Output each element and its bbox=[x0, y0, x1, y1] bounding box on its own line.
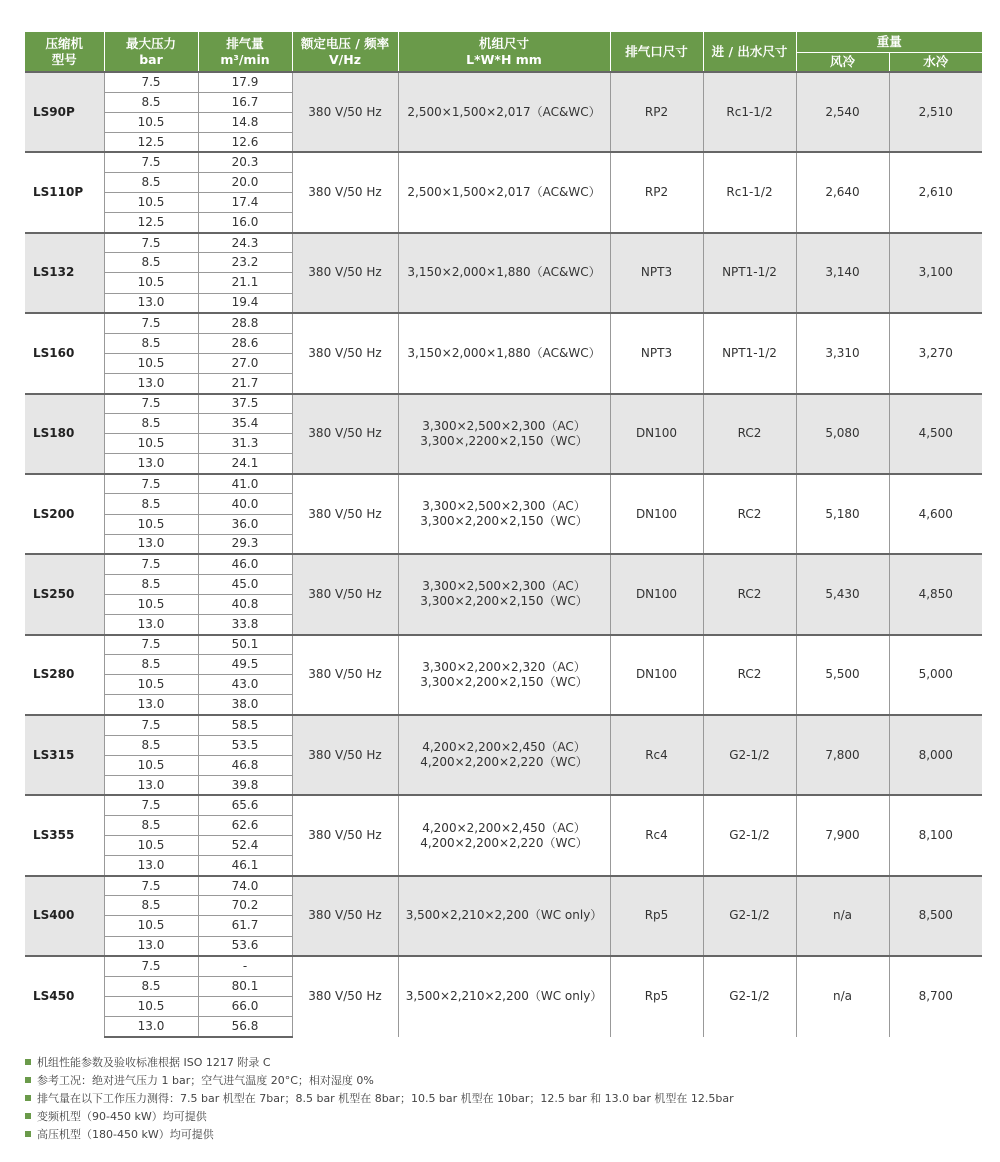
weight-air-cell: 7,900 bbox=[796, 795, 889, 875]
flow-cell: 46.8 bbox=[198, 755, 292, 775]
flow-cell: 24.1 bbox=[198, 454, 292, 474]
dimensions-cell bbox=[398, 554, 610, 634]
pressure-cell: 7.5 bbox=[104, 554, 198, 574]
flow-cell: 35.4 bbox=[198, 414, 292, 434]
pressure-cell: 13.0 bbox=[104, 936, 198, 956]
outlet-cell: Rc4 bbox=[610, 795, 703, 875]
dimension-line: 4,200×2,200×2,450（AC） bbox=[422, 820, 586, 835]
pressure-cell: 10.5 bbox=[104, 112, 198, 132]
table-row bbox=[25, 313, 982, 333]
flow-cell: 27.0 bbox=[198, 353, 292, 373]
water-connection-cell: G2-1/2 bbox=[703, 956, 796, 1036]
weight-air-cell: n/a bbox=[796, 876, 889, 956]
spec-table bbox=[25, 32, 982, 1038]
voltage-cell: 380 V/50 Hz bbox=[292, 554, 398, 634]
flow-cell: 28.6 bbox=[198, 333, 292, 353]
flow-cell: 16.7 bbox=[198, 92, 292, 112]
pressure-cell: 7.5 bbox=[104, 635, 198, 655]
header-voltage: 额定电压 / 频率 V/Hz bbox=[292, 32, 398, 72]
pressure-cell: 8.5 bbox=[104, 815, 198, 835]
flow-cell: 31.3 bbox=[198, 434, 292, 454]
water-connection-cell: RC2 bbox=[703, 554, 796, 634]
flow-cell: 20.0 bbox=[198, 172, 292, 192]
dimensions-cell bbox=[398, 956, 610, 1036]
pressure-cell: 13.0 bbox=[104, 695, 198, 715]
model-group bbox=[25, 956, 982, 1036]
outlet-cell: NPT3 bbox=[610, 313, 703, 393]
header-pressure: 最大压力 bar bbox=[104, 32, 198, 72]
header-dimensions: 机组尺寸 L*W*H mm bbox=[398, 32, 610, 72]
outlet-cell: Rc4 bbox=[610, 715, 703, 795]
note-text: 参考工况：绝对进气压力 1 bar；空气进气温度 20°C；相对湿度 0% bbox=[37, 1074, 374, 1087]
flow-cell: 52.4 bbox=[198, 836, 292, 856]
flow-cell: 46.1 bbox=[198, 856, 292, 876]
header-weight-air: 风冷 bbox=[796, 52, 889, 72]
pressure-cell: 7.5 bbox=[104, 474, 198, 494]
pressure-cell: 13.0 bbox=[104, 373, 198, 393]
outlet-cell: RP2 bbox=[610, 152, 703, 232]
water-connection-cell: RC2 bbox=[703, 394, 796, 474]
weight-air-cell: 5,430 bbox=[796, 554, 889, 634]
flow-cell: 12.6 bbox=[198, 132, 292, 152]
dimension-line: 3,300×2,500×2,300（AC） bbox=[422, 499, 586, 514]
pressure-cell: 8.5 bbox=[104, 253, 198, 273]
pressure-cell: 7.5 bbox=[104, 956, 198, 976]
water-connection-cell: RC2 bbox=[703, 635, 796, 715]
flow-cell: 23.2 bbox=[198, 253, 292, 273]
model-cell: LS110P bbox=[25, 152, 104, 232]
voltage-cell: 380 V/50 Hz bbox=[292, 956, 398, 1036]
pressure-cell: 10.5 bbox=[104, 273, 198, 293]
pressure-cell: 13.0 bbox=[104, 856, 198, 876]
voltage-cell: 380 V/50 Hz bbox=[292, 313, 398, 393]
flow-cell: 40.0 bbox=[198, 494, 292, 514]
pressure-cell: 7.5 bbox=[104, 715, 198, 735]
pressure-cell: 8.5 bbox=[104, 574, 198, 594]
voltage-cell: 380 V/50 Hz bbox=[292, 635, 398, 715]
flow-cell: 39.8 bbox=[198, 775, 292, 795]
dimension-line: 2,500×1,500×2,017（AC&WC） bbox=[407, 104, 601, 119]
model-cell: LS90P bbox=[25, 72, 104, 152]
flow-cell: 40.8 bbox=[198, 594, 292, 614]
table-row bbox=[25, 72, 982, 92]
weight-air-cell: 7,800 bbox=[796, 715, 889, 795]
flow-cell: 33.8 bbox=[198, 615, 292, 635]
model-cell: LS200 bbox=[25, 474, 104, 554]
flow-cell: 17.4 bbox=[198, 193, 292, 213]
pressure-cell: 7.5 bbox=[104, 795, 198, 815]
pressure-cell: 8.5 bbox=[104, 92, 198, 112]
weight-air-cell: 5,500 bbox=[796, 635, 889, 715]
header-water: 进 / 出水尺寸 bbox=[703, 32, 796, 72]
weight-air-cell: n/a bbox=[796, 956, 889, 1036]
outlet-cell: DN100 bbox=[610, 635, 703, 715]
table-row bbox=[25, 233, 982, 253]
flow-cell: 53.6 bbox=[198, 936, 292, 956]
note-item bbox=[25, 1108, 975, 1126]
weight-water-cell: 4,600 bbox=[889, 474, 982, 554]
weight-water-cell: 2,510 bbox=[889, 72, 982, 152]
square-bullet-icon bbox=[25, 1095, 31, 1101]
note-text: 机组性能参数及验收标准根据 ISO 1217 附录 C bbox=[37, 1056, 271, 1069]
pressure-cell: 8.5 bbox=[104, 172, 198, 192]
dimension-line: 3,150×2,000×1,880（AC&WC） bbox=[407, 265, 601, 280]
pressure-cell: 13.0 bbox=[104, 775, 198, 795]
dimensions-cell bbox=[398, 394, 610, 474]
weight-water-cell: 4,500 bbox=[889, 394, 982, 474]
flow-cell: 21.1 bbox=[198, 273, 292, 293]
pressure-cell: 10.5 bbox=[104, 836, 198, 856]
model-cell: LS180 bbox=[25, 394, 104, 474]
flow-cell: 45.0 bbox=[198, 574, 292, 594]
model-group bbox=[25, 635, 982, 715]
square-bullet-icon bbox=[25, 1113, 31, 1119]
model-group bbox=[25, 152, 982, 232]
model-cell: LS450 bbox=[25, 956, 104, 1036]
table-row bbox=[25, 876, 982, 896]
weight-air-cell: 2,540 bbox=[796, 72, 889, 152]
note-text: 排气量在以下工作压力测得：7.5 bar 机型在 7bar；8.5 bar 机型在 8bar；10.5 bar 机型在 10bar；12.5 bar 和 13.0 bar 机型在 12.5bar bbox=[37, 1092, 734, 1105]
weight-water-cell: 8,700 bbox=[889, 956, 982, 1036]
pressure-cell: 7.5 bbox=[104, 394, 198, 414]
table-row bbox=[25, 394, 982, 414]
water-connection-cell: G2-1/2 bbox=[703, 876, 796, 956]
outlet-cell: NPT3 bbox=[610, 233, 703, 313]
voltage-cell: 380 V/50 Hz bbox=[292, 474, 398, 554]
water-connection-cell: G2-1/2 bbox=[703, 795, 796, 875]
table-row bbox=[25, 715, 982, 735]
pressure-cell: 8.5 bbox=[104, 976, 198, 996]
header-outlet: 排气口尺寸 bbox=[610, 32, 703, 72]
flow-cell: 43.0 bbox=[198, 675, 292, 695]
flow-cell: 61.7 bbox=[198, 916, 292, 936]
dimensions-cell bbox=[398, 152, 610, 232]
outlet-cell: DN100 bbox=[610, 474, 703, 554]
note-text: 变频机型（90-450 kW）均可提供 bbox=[37, 1110, 207, 1123]
weight-water-cell: 8,500 bbox=[889, 876, 982, 956]
flow-cell: 62.6 bbox=[198, 815, 292, 835]
model-cell: LS160 bbox=[25, 313, 104, 393]
model-group bbox=[25, 233, 982, 313]
dimension-line: 3,300×2,200×2,150（WC） bbox=[420, 594, 588, 609]
dimension-line: 4,200×2,200×2,450（AC） bbox=[422, 740, 586, 755]
weight-water-cell: 8,100 bbox=[889, 795, 982, 875]
outlet-cell: DN100 bbox=[610, 394, 703, 474]
weight-air-cell: 2,640 bbox=[796, 152, 889, 232]
pressure-cell: 8.5 bbox=[104, 333, 198, 353]
flow-cell: 70.2 bbox=[198, 896, 292, 916]
flow-cell: 66.0 bbox=[198, 996, 292, 1016]
note-text: 高压机型（180-450 kW）均可提供 bbox=[37, 1128, 214, 1141]
outlet-cell: Rp5 bbox=[610, 876, 703, 956]
flow-cell: 38.0 bbox=[198, 695, 292, 715]
outlet-cell: RP2 bbox=[610, 72, 703, 152]
header-flow: 排气量 m³/min bbox=[198, 32, 292, 72]
pressure-cell: 13.0 bbox=[104, 293, 198, 313]
pressure-cell: 10.5 bbox=[104, 514, 198, 534]
dimension-line: 4,200×2,200×2,220（WC） bbox=[420, 755, 588, 770]
note-item bbox=[25, 1126, 975, 1144]
table-row bbox=[25, 795, 982, 815]
pressure-cell: 10.5 bbox=[104, 353, 198, 373]
voltage-cell: 380 V/50 Hz bbox=[292, 876, 398, 956]
weight-air-cell: 3,140 bbox=[796, 233, 889, 313]
water-connection-cell: NPT1-1/2 bbox=[703, 313, 796, 393]
weight-air-cell: 5,180 bbox=[796, 474, 889, 554]
pressure-cell: 8.5 bbox=[104, 735, 198, 755]
model-group bbox=[25, 876, 982, 956]
dimension-line: 3,300×2,500×2,300（AC） bbox=[422, 579, 586, 594]
pressure-cell: 8.5 bbox=[104, 494, 198, 514]
dimension-line: 3,500×2,210×2,200（WC only） bbox=[405, 989, 603, 1004]
model-cell: LS315 bbox=[25, 715, 104, 795]
dimension-line: 3,300×2,200×2,320（AC） bbox=[422, 659, 586, 674]
weight-water-cell: 3,100 bbox=[889, 233, 982, 313]
dimension-line: 3,500×2,210×2,200（WC only） bbox=[405, 908, 603, 923]
flow-cell: 56.8 bbox=[198, 1016, 292, 1036]
pressure-cell: 8.5 bbox=[104, 655, 198, 675]
model-cell: LS250 bbox=[25, 554, 104, 634]
pressure-cell: 13.0 bbox=[104, 1016, 198, 1036]
dimensions-cell bbox=[398, 313, 610, 393]
pressure-cell: 7.5 bbox=[104, 152, 198, 172]
flow-cell: 65.6 bbox=[198, 795, 292, 815]
water-connection-cell: Rc1-1/2 bbox=[703, 72, 796, 152]
flow-cell: 49.5 bbox=[198, 655, 292, 675]
dimensions-cell bbox=[398, 715, 610, 795]
note-item bbox=[25, 1054, 975, 1072]
water-connection-cell: Rc1-1/2 bbox=[703, 152, 796, 232]
pressure-cell: 8.5 bbox=[104, 896, 198, 916]
flow-cell: 29.3 bbox=[198, 534, 292, 554]
model-cell: LS280 bbox=[25, 635, 104, 715]
weight-air-cell: 5,080 bbox=[796, 394, 889, 474]
voltage-cell: 380 V/50 Hz bbox=[292, 72, 398, 152]
model-group bbox=[25, 795, 982, 875]
flow-cell: 17.9 bbox=[198, 72, 292, 92]
pressure-cell: 12.5 bbox=[104, 213, 198, 233]
table-row bbox=[25, 554, 982, 574]
flow-cell: 20.3 bbox=[198, 152, 292, 172]
square-bullet-icon bbox=[25, 1059, 31, 1065]
dimension-line: 4,200×2,200×2,220（WC） bbox=[420, 835, 588, 850]
weight-water-cell: 2,610 bbox=[889, 152, 982, 232]
flow-cell: 58.5 bbox=[198, 715, 292, 735]
water-connection-cell: RC2 bbox=[703, 474, 796, 554]
water-connection-cell: NPT1-1/2 bbox=[703, 233, 796, 313]
flow-cell: 80.1 bbox=[198, 976, 292, 996]
dimensions-cell bbox=[398, 474, 610, 554]
weight-air-cell: 3,310 bbox=[796, 313, 889, 393]
pressure-cell: 7.5 bbox=[104, 233, 198, 253]
voltage-cell: 380 V/50 Hz bbox=[292, 233, 398, 313]
flow-cell: 41.0 bbox=[198, 474, 292, 494]
pressure-cell: 10.5 bbox=[104, 916, 198, 936]
table-row bbox=[25, 152, 982, 172]
model-cell: LS132 bbox=[25, 233, 104, 313]
pressure-cell: 7.5 bbox=[104, 72, 198, 92]
model-group bbox=[25, 715, 982, 795]
dimension-line: 3,300×2,200×2,150（WC） bbox=[420, 514, 588, 529]
weight-water-cell: 4,850 bbox=[889, 554, 982, 634]
pressure-cell: 10.5 bbox=[104, 434, 198, 454]
header-weight-water: 水冷 bbox=[889, 52, 982, 72]
pressure-cell: 10.5 bbox=[104, 594, 198, 614]
dimensions-cell bbox=[398, 233, 610, 313]
pressure-cell: 13.0 bbox=[104, 615, 198, 635]
weight-water-cell: 3,270 bbox=[889, 313, 982, 393]
table-row bbox=[25, 474, 982, 494]
flow-cell: 19.4 bbox=[198, 293, 292, 313]
outlet-cell: DN100 bbox=[610, 554, 703, 634]
pressure-cell: 10.5 bbox=[104, 675, 198, 695]
header-weight: 重量 bbox=[796, 32, 982, 52]
dimension-line: 3,300×2,500×2,300（AC） bbox=[422, 418, 586, 433]
note-item bbox=[25, 1072, 975, 1090]
note-item bbox=[25, 1090, 975, 1108]
flow-cell: 46.0 bbox=[198, 554, 292, 574]
flow-cell: 50.1 bbox=[198, 635, 292, 655]
dimension-line: 3,300×2,200×2,150（WC） bbox=[420, 674, 588, 689]
model-group bbox=[25, 313, 982, 393]
dimension-line: 2,500×1,500×2,017（AC&WC） bbox=[407, 185, 601, 200]
pressure-cell: 10.5 bbox=[104, 996, 198, 1016]
voltage-cell: 380 V/50 Hz bbox=[292, 152, 398, 232]
weight-water-cell: 8,000 bbox=[889, 715, 982, 795]
header-model: 压缩机 型号 bbox=[25, 32, 104, 72]
dimension-line: 3,150×2,000×1,880（AC&WC） bbox=[407, 345, 601, 360]
dimensions-cell bbox=[398, 795, 610, 875]
flow-cell: 36.0 bbox=[198, 514, 292, 534]
notes-list bbox=[25, 1054, 975, 1144]
dimensions-cell bbox=[398, 72, 610, 152]
pressure-cell: 7.5 bbox=[104, 876, 198, 896]
voltage-cell: 380 V/50 Hz bbox=[292, 795, 398, 875]
flow-cell: 24.3 bbox=[198, 233, 292, 253]
flow-cell: 14.8 bbox=[198, 112, 292, 132]
voltage-cell: 380 V/50 Hz bbox=[292, 394, 398, 474]
table-row bbox=[25, 956, 982, 976]
flow-cell: 21.7 bbox=[198, 373, 292, 393]
flow-cell: - bbox=[198, 956, 292, 976]
model-group bbox=[25, 72, 982, 152]
pressure-cell: 12.5 bbox=[104, 132, 198, 152]
model-cell: LS355 bbox=[25, 795, 104, 875]
model-group bbox=[25, 474, 982, 554]
pressure-cell: 7.5 bbox=[104, 313, 198, 333]
model-group bbox=[25, 394, 982, 474]
dimensions-cell bbox=[398, 876, 610, 956]
water-connection-cell: G2-1/2 bbox=[703, 715, 796, 795]
dimensions-cell bbox=[398, 635, 610, 715]
weight-water-cell: 5,000 bbox=[889, 635, 982, 715]
dimension-line: 3,300×,2200×2,150（WC） bbox=[420, 433, 588, 448]
pressure-cell: 8.5 bbox=[104, 414, 198, 434]
flow-cell: 16.0 bbox=[198, 213, 292, 233]
square-bullet-icon bbox=[25, 1077, 31, 1083]
pressure-cell: 10.5 bbox=[104, 755, 198, 775]
pressure-cell: 10.5 bbox=[104, 193, 198, 213]
square-bullet-icon bbox=[25, 1131, 31, 1137]
flow-cell: 53.5 bbox=[198, 735, 292, 755]
pressure-cell: 13.0 bbox=[104, 454, 198, 474]
model-cell: LS400 bbox=[25, 876, 104, 956]
table-row bbox=[25, 635, 982, 655]
pressure-cell: 13.0 bbox=[104, 534, 198, 554]
model-group bbox=[25, 554, 982, 634]
flow-cell: 28.8 bbox=[198, 313, 292, 333]
voltage-cell: 380 V/50 Hz bbox=[292, 715, 398, 795]
flow-cell: 37.5 bbox=[198, 394, 292, 414]
outlet-cell: Rp5 bbox=[610, 956, 703, 1036]
flow-cell: 74.0 bbox=[198, 876, 292, 896]
